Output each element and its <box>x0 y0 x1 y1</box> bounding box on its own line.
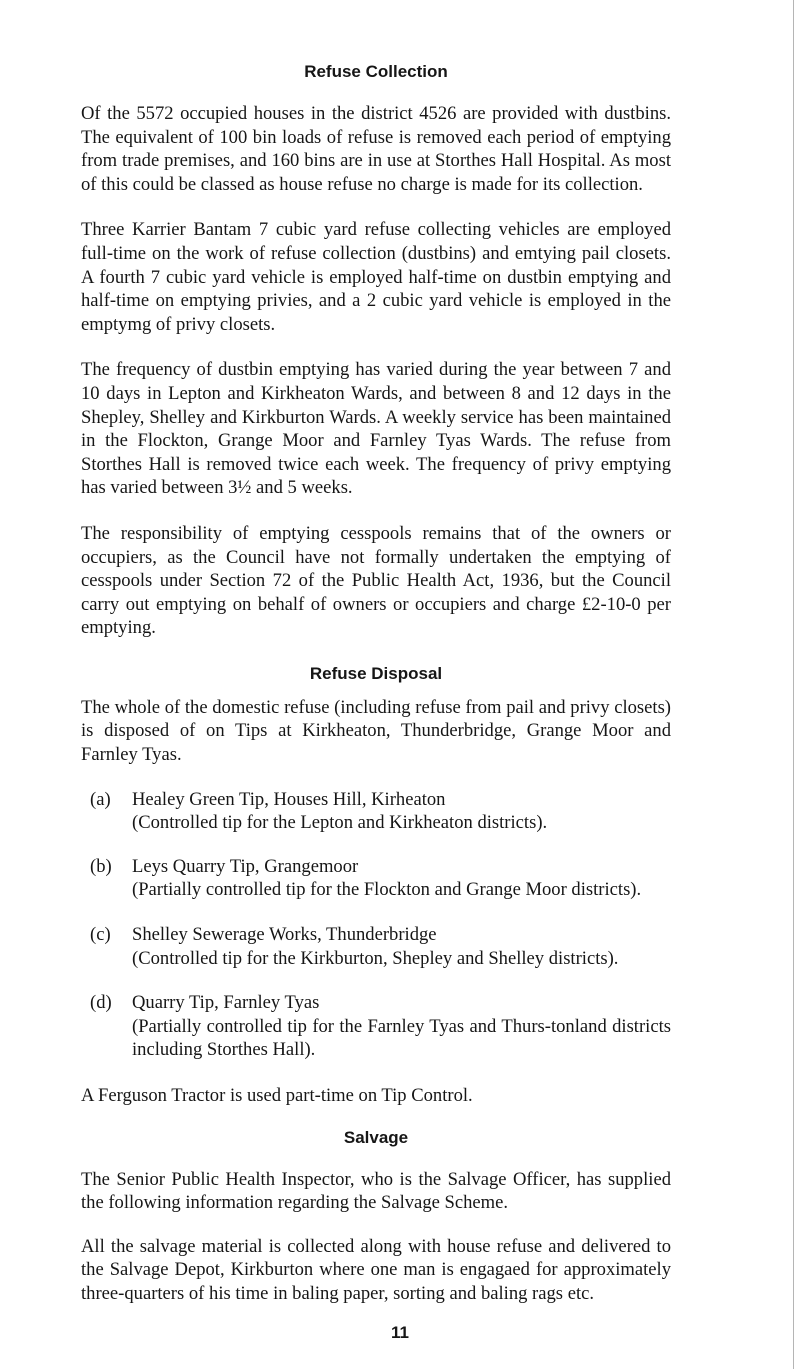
tip-description: (Controlled tip for the Kirkburton, Shepley and Shelley districts). <box>132 947 619 969</box>
list-item-body <box>132 855 671 902</box>
list-marker: (b) <box>90 855 112 877</box>
list-item-tip-b <box>90 855 671 902</box>
tip-name: Quarry Tip, Farnley Tyas <box>132 992 320 1014</box>
tip-name: Leys Quarry Tip, Grangemoor <box>132 855 359 877</box>
paragraph-ferguson-tractor: A Ferguson Tractor is used part-time on Tip Control. <box>81 1085 473 1106</box>
paragraph-salvage-officer: The Senior Public Health Inspector, who is the Salvage Officer, has supplied the following information regarding the Salvage Scheme. <box>81 1168 671 1214</box>
list-item-body <box>132 991 671 1062</box>
list-marker: (a) <box>90 788 111 810</box>
tip-name: Shelley Sewerage Works, Thunderbridge <box>132 924 437 946</box>
paragraph-cesspools: The responsibility of emptying cesspools remains that of the owners or occupiers, as the Council have not formally undertaken the emptying of cesspools under Section 72 of the Public Health Act, 1936, but the Council carry out emptying on behalf of owners or occupiers and charge £2-10-0 per emptying. <box>81 522 671 639</box>
heading-refuse-collection: Refuse Collection <box>304 62 448 81</box>
tip-name: Healey Green Tip, Houses Hill, Kirheaton <box>132 788 446 810</box>
paragraph-disposal-intro: The whole of the domestic refuse (including refuse from pail and privy closets) is disposed of on Tips at Kirkheaton, Thunderbridge, Grange Moor and Farnley Tyas. <box>81 696 671 766</box>
list-item-body <box>132 923 671 970</box>
list-marker: (d) <box>90 992 112 1014</box>
tip-description: (Partially controlled tip for the Flockton and Grange Moor districts). <box>132 879 642 901</box>
heading-refuse-disposal: Refuse Disposal <box>309 663 443 683</box>
paragraph-houses-dustbins: Of the 5572 occupied houses in the district 4526 are provided with dustbins. The equivalent of 100 bin loads of refuse is removed each period of emptying from trade premises, and 160 bins are in use at Storthes Hall Hospital. As most of this could be classed as house refuse no charge is made for its collection. <box>81 103 671 195</box>
paragraph-vehicles: Three Karrier Bantam 7 cubic yard refuse collecting vehicles are employed full-time on the work of refuse collection (dustbins) and emtying pail closets. A fourth 7 cubic yard vehicle is employed half-time on dustbin emptying and half-time on emptying privies, and a 2 cubic yard vehicle is employed in the emptymg of privy closets. <box>81 219 671 335</box>
paragraph-salvage-depot: All the salvage material is collected along with house refuse and delivered to the Salvage Depot, Kirkburton where one man is engagaed for approximately three-quarters of his time in baling paper, sorting and baling rags etc. <box>81 1235 671 1304</box>
paragraph-emptying-frequency: The frequency of dustbin emptying has varied during the year between 7 and 10 days in Lepton and Kirkheaton Wards, and between 8 and 12 days in the Shepley, Shelley and Kirkburton Wards. A weekly service has been maintained in the Flockton, Grange Moor and Farnley Tyas Wards. The refuse from Storthes Hall is removed twice each week. The frequency of privy emptying has varied between 3½ and 5 weeks. <box>81 359 671 499</box>
page-edge-line <box>793 0 794 1369</box>
list-item-tip-a <box>90 788 671 835</box>
list-item-body <box>132 788 671 835</box>
document-page <box>81 62 671 1306</box>
page-number: 11 <box>391 1323 409 1342</box>
heading-salvage: Salvage <box>343 1127 409 1147</box>
tip-description: (Controlled tip for the Lepton and Kirkheaton districts). <box>132 812 548 834</box>
tip-description: (Partially controlled tip for the Farnley Tyas and Thurs-tonland districts including Storthes Hall). <box>132 1015 671 1061</box>
list-item-tip-d <box>90 991 671 1062</box>
list-item-tip-c <box>90 923 671 970</box>
list-marker: (c) <box>90 924 111 946</box>
